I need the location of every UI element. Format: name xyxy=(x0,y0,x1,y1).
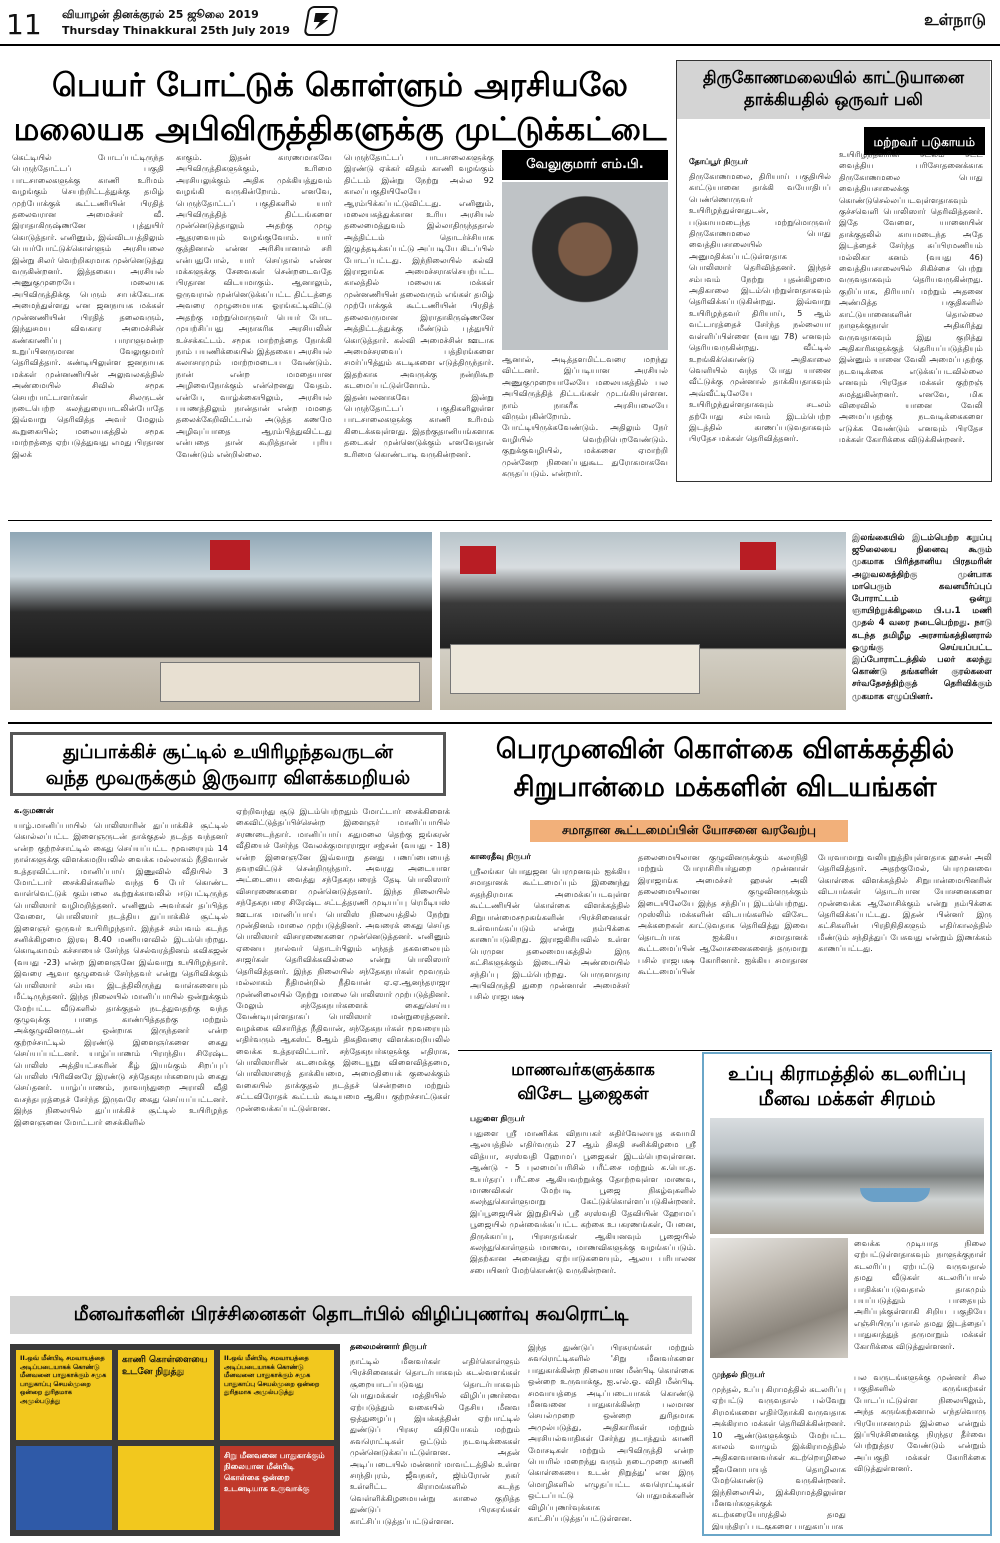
peramuna-headline-1: பெரமுனவின் கொள்கை விளக்கத்தில் xyxy=(495,734,955,765)
article1-col1: கெட்டியில் போடப்பட்டிருந்த பெருந்தோட்டப் பகுதி பாடசாலைகளுக்கு காணி உரிமம் வழங்கும் செயற்றிட்டத்துக்கு தமிழ் முற்போக்குக் கூட்டணியின் பிரதித் தலைவரான அமைச்சர் வீ. இராதாகிருஷ்ணனே புத்துயிர் கொடுத்தார். எனினும், இவ்விடயத்திலும் பெயர்போட்டுக்கொள்ளும் அரசியலை இன்று சிலர் வெற்றிகரமாக முன்னெடுத்து வருகின்றனர். இத்தகைய அரசியல் அணுகுமுறையே மலையக அபிவிருத்திக்கு பெரும் சாபக்கேடாக அமைந்துள்ளது என ஜனநாயக மக்கள் முன்னணியின் பிரதித் தலைவரும், இந்துசமய விவகார அமைச்சின் கண்காணிப்பு பாராளுமன்ற உறுப்பினருமான வேலுகுமார் தெரிவித்தார். கண்டியிலுள்ள ஜனநாயக மக்கள் முன்னணியின் அலுவலகத்தில் அண்மையில் சிவில் சமூக செயற்பாட்டாளர்கள் சிலருடன் நடைபெற்ற கலந்துரையாடலின்போதே இவ்வாறு தெரிவித்த அவர் மேலும் கூறுகையில்; மலையகத்தில் சமூக மாற்றத்தை ஏற்படுத்துவது எமது பிரதான இலக் xyxy=(12,152,164,459)
poster-2 xyxy=(118,1350,214,1440)
uppu-box xyxy=(702,1052,992,1536)
poster-5 xyxy=(118,1446,214,1530)
peramuna-col1: ஸ்ரீலங்கா பொதுஜன பெரமுனவும் ஐக்கிய சமாதானக் கூட்டமைப்பும் இணைந்து சுதந்திரமாக அமைக்கப்படவுள்ள கூட்டணியின் கொள்கை விளக்கத்தில் சிறுபான்மைசமூகங்களின் பிரச்சினைகள் உள்வாங்கப்படும் என்று நம்பிக்கை காணப்படுகிறது. இராஜகிரியவில் உள்ள பெரமுன தலைமையகத்தில் இரு கட்சிகளுக்கும் இடையில் அண்மையில் சந்திப்பு இடம்பெற்றது. பொருளாதார அபிவிருத்தி துறை முன்னாள் அமைச்சர் பசில் ராஜபக்ஷ xyxy=(470,866,630,1002)
page-number: 11 xyxy=(6,8,42,41)
poster-1-text: II.ஒவ் மீன்பிடி சமவாயத்தை அடிப்படையாகக் கொண்டு மீனவனை பாதுகாக்கும் சமுக பாதுகாப்பு செயல்முறை ஒன்றை துரிதமாக அமுல்படுத்து xyxy=(20,1354,107,1405)
trinco-byline: தோப்பூர் நிருபர் xyxy=(689,157,748,166)
masthead xyxy=(0,0,1000,46)
article1-headline-2: மலையக அபிவிருத்திகளுக்கு முட்டுக்கட்டை xyxy=(13,110,667,148)
velukumar-photo xyxy=(502,182,668,350)
shooting-col1: யாழ்.மானிப்பாயில் பொலிஸாரின் துப்பாக்கிச் சூட்டில் கொல்லப்பட்ட இளைஞருடன் தாக்குதல் நடத்த வந்தனர் என்ற குற்றச்சாட்டில் கைது செய்யப்பட்ட மூவரையும் 14 நாள்களுக்கு விளக்கமறியலில் வைக்க மல்லாகம் நீதிவான் உத்தரவிட்டார். மானிப்பாய் இணுவில் வீதியில் 3 மோட்டார் சைக்கிள்களில் வந்த 6 பேர் கொண்ட வாள்வெட்டுக் கும்பலை கூற்றுக்காவலில் ஈடுபட்டிருந்த பொலிஸார் வழிமறித்தனர். எனினும் அவர்கள் தப்பித்த வேளை, பொலிஸார் நடத்திய துப்பாக்கிச் சூட்டில் இளைஞர் ஒருவர் உயிரிழந்தார். இந்தச் சம்பவம் கடந்த சனிக்கிழமை இரவு 8.40 மணியளவில் இடம்பெற்றது. கொடிகாமம் கச்சாயைச் சேர்ந்த செல்வரத்தினம் கவிகஜன் (வயது -23) என்ற இளைஞனே இவ்வாறு உயிரிழந்தார். இவரை ஆவா குழுவைச் சேர்ந்தவர் என்று தெரிவிக்கும் பொலிஸார் சம்பவ இடத்திலிருந்து வாள்களையும் மீட்டிருந்தனர். இந்த நிலையில் மானிப்பாயில் ஒன்றுக்கும் மேற்பட்ட வீடுகளில் தாக்குதல் நடத்துவதற்கு வந்த குழுவுக்கு பாதை காண்பித்ததற்கு மற்றும் அக்குழுவினருடன் ஒன்றாக இருந்தனர் என்ற குற்றச்சாட்டில் இரண்டு இளைஞர்களை கைது செய்யப்பட்டனர். யாழ்ப்பாணம் பிராந்திய சிரேஷ்ட பொலிஸ் அத்தியட்சகரின் கீழ் இயங்கும் சிறப்புப் பொலிஸ் பிரிவினரே இரண்டு சந்தேகநபர்களையும் கைது செய்தனர். யாழ்ப்பாணம், நாவாந்துறை அராலி வீதி வசந்தபுரத்தைச் சேர்ந்த இருவரே கைது செய்யப்பட்டனர். இந்த நிலையில் துப்பாக்கிச் சூட்டில் உயிரிழந்த இளைஞனை மோட்டார் சைக்கிளில் xyxy=(14,820,228,1127)
uppu-byline: முந்தல் நிருபர் xyxy=(712,1370,765,1379)
peramuna-headline-2: சிறுபான்மை மக்களின் விடயங்கள் xyxy=(513,772,937,803)
trinco-box xyxy=(676,60,992,482)
uppu-col2: பல வருடங்களுக்கு முன்னர் சில பகுதிகளில் கருங்கற்கள் போடப்பட்டுள்ள நிலையிலும், அந்த கருங்கற்களால் எந்தவொரு பிரயோசனமும் இல்லை என்றும் இப்பிரச்சினைக்கு நிரந்தர தீர்வை பெற்றுத்தர வேண்டும் என்றும் அப்பகுதி மக்கள் கோரிக்கை விடுத்துள்ளனர். xyxy=(854,1372,986,1474)
uppu-photo-1 xyxy=(710,1118,984,1234)
byline-badge-text: வேலுகுமார் எம்.பி. xyxy=(526,157,644,172)
pooja-byline: பதுளை நிருபர் xyxy=(470,1114,525,1123)
trinco-col2: உயிரிழந்தவரின் சடலம் சட்ட வைத்திய பரிசோதனைக்காக திருகோணமலை பொது வைத்தியசாலைக்கு கொண்டுசெல்லப்படவுள்ளதாகவும் குச்சவெளி பொலிஸார் தெரிவித்தனர். இதே வேளை, யானையின் தாக்குதலில் காயமடைந்த அதே இடத்தைச் சேர்ந்த சுப்பிரமணியம் மல்லிகா கனம் (வயது 46) வைத்தியசாலையில் சிகிச்சை பெற்று வருவதாகவும் தெரியவருகின்றது. குறிப்பாக, திரியாய் மற்றும் அதனை அண்மித்த பகுதிகளில் காட்டுயானைகளின் தொல்லை நாளுக்குநாள் அதிகரித்து வருவதாகவும் இது குறித்து அதிகாரிகளுக்குத் தெரியப்படுத்தியும் இன்னும் யானை வேலி அமைப்பதற்கு நடவடிக்கை எடுக்கப்படவில்லை எனவும் பிரதேச மக்கள் குற்றஞ் சுமத்துகின்றனர். எனவே, மிக விரைவில் யானை வேலி அமைப்பதற்கு நடவடிக்கைகளை எடுக்க வேண்டும் எனவும் பிரதேச மக்கள் கோரிக்கை விடுக்கின்றனர். xyxy=(839,149,983,445)
poster-3-text: II.ஒவ் மீன்பிடி சமவாயத்தை அடிப்படையாகக் கொண்டு மீனவனை பாதுகாக்கும் சமுக பாதுகாப்பு செயல்முறை ஒன்றை துரிதமாக அமுல்படுத்து xyxy=(224,1354,320,1397)
article1-col2: காகும். இதன் காரணமாகவே அபிவிருத்திகளுக்கும், உரிமை அரசியலுக்கும் அதிக முக்கியத்துவம் வழங்கி வருகின்றோம். எனவே, பெருந்தோட்டப் பகுதிகளில் யார் அபிவிருத்தித் திட்டங்களை முன்னெடுத்தாலும் அதற்கு முழு ஆதரவையும் வழங்குவோம். யார் குத்தினால் என்ன அரிசியானால் சரி என்பதுபோல், யார் செய்தால் என்ன மக்களுக்கு சேவைகள் சென்றடைவதே பிரதான விடயமாகும். ஆனாலும், ஒருவரால் முன்னெடுக்கப்பட்ட திட்டத்தை அவரை முழுமையாக ஓரங்கட்டிவிட்டு அதற்கு மற்றுமொருவர் பெயர் போட முயற்சிப்பது அநாகரிக அரசியலின் உச்சக்கட்டம். சமூக மாற்றத்தை நோக்கி நாம் பயணிக்கையில் இத்தகைய அரசியல் கலாசாரமும் மாற்றமடைய வேண்டும். நான் என்ற மமதையான அழிவைநோக்கும் என்றெனது வேதம். என்பே, வாழ்க்கையிலும், அரசியல் பயணத்திலும் நான்தான் என்ற மமதை தலைக்கேறிவிட்டால் அடுத்த கணமே அழிவுப்பாதை ஆரம்பித்துவிட்டது என்பதை தான் கூறித்தான் புரிய வேண்டும் என்றில்லை. xyxy=(176,152,332,459)
protest-flag-right-1 xyxy=(460,546,496,574)
fishermen-byline: தலைமன்னார் நிருபர் xyxy=(350,1342,427,1351)
peramuna-col3: பேரவாமாறு வலியுறுத்தியுள்ளதாக ஹசன் அலி தெரிவித்தார். அதற்குமேல், பெரமுனவை கொள்கை விளக்கத்தில் சிறுபான்மையினரின் விடயங்கள் தொடர்பான யோசனைகளை முன்வைக்க ஆலோசிக்கும் என்று நம்பிக்கை தெரிவிக்கப்பட்டது. இதன் பின்னர் இரு கட்சிகளின் பிரதிநிதிகளும் எதிர்காலத்தில் மீண்டும் சந்தித்துப் பேசுவது என்றும் இணக்கம் காணப்பட்டது. xyxy=(818,852,992,954)
trinco-headline-banner xyxy=(677,61,990,119)
shooting-col2: ஏற்றிவந்து சூடு இடம்பெற்றதும் மோட்டார் சைக்கிளைக் கைவிட்டுத்தப்பிச்சென்ற இளைஞர் மானிப்பாயில் சரணடைந்தார். மானிப்பாய் சுதுமலை தெற்கு ஜங்கரன் வீதியைச் சேர்ந்த வேலக்குமாரராஜா சஜ்சன் (வயது - 18) என்ற இளைஞனே இவ்வாறு தனது பணப்பையைத் தவறவிட்டுச் சென்றிருந்தார். அவரது அடையாள அட்டையை வைத்து சந்தேகநபரைத் தேடி பொலிஸார் விசாரணைகளை முன்னெடுத்தனர். இந்த நிலையில் சந்தேகநபரை சிரேஷ்ட சட்டத்தரணி முடியப்பு ரெமீடியஸ் ஊடாக மானிப்பாய் பொலிஸ் நிலையத்தில் நேற்று முன்தினம் மாலை முற்படுத்தினர். அவரைக் கைது செய்த பொலிஸார் விசாரணைகளை முன்னெடுத்தனர். எனினும் ஏனைய நால்வர் தொடர்பிலும் எந்தத் தகவலையும் சாஜர்கள் தெரிவிக்கவில்லை என்று பொலிஸார் தெரிவித்தனர். இந்த நிலையில் சந்தேகநபர்கள் மூவரும் மல்லாகம் நீதிமன்றில் நீதிவான் ஏ.ஏ.ஆனந்தராஜா முன்னிலையில் நேற்று மாலை பொலிஸார் முற்படுத்தினர். மேலும் சந்தேகநபர்களைக் கைதுசெய்ய வேண்டியுள்ளதாகப் பொலிஸார் மன்றுரைத்தனர். வழக்கை விசாரித்த நீதிவான், சந்தேகநபர்கள் மூவரையும் எதிர்வரும் ஆகஸ்ட் 8ஆம் திகதிவரை விளக்கமறியலில் வைக்க உத்தரவிட்டார். சந்தேகநபர்களுக்கு எதிராக, பொலிஸாரின் கடமைக்கு இடையூறு விளைவித்தமை, பொலிஸாரைத் தாக்கியமை, அமைதியைக் குலைக்கும் வகையில் தாக்குதல் நடத்தச் சென்றமை மற்றும் சட்டவிரோதக் கூட்டம் கூடியமை ஆகிய குற்றச்சாட்டுகள் முன்வைக்கப்பட்டுள்ளன. xyxy=(236,806,450,1113)
peramuna-byline: காரைதீவு நிருபர் xyxy=(470,852,531,861)
poster-2-text: காணி கொள்ளையை உடனே நிறுத்து xyxy=(122,1355,208,1377)
section-label: உள்நாடு xyxy=(924,10,986,29)
trinco-headline: திருகோணமலையில் காட்டுயானை தாக்கியதில் ஒருவர் பலி xyxy=(702,68,965,109)
uppu-side-text: வைக்க முடியாத நிலை ஏற்பட்டுள்ளதாகவும் நாளுக்குநாள் கடலரிப்பு ஏற்பட்டு வருவதால் தமது வீடுகள் கடலரிப்பால் பாதிக்கப்படுவதால் தாகமும் பயப்படுத்தும் பாதையும் அரிப்புக்குள்ளாகி சிறிய பகுதியே எஞ்சியிருப்பதால் தமது இடத்தைப் பாதுகாத்துத் தருமாறும் மக்கள் கோரிக்கை விடுத்துள்ளனர். xyxy=(854,1238,986,1351)
trinco-col1: திருகோணமலை, திரியாய் பகுதியில் காட்டுயானை தாக்கி வயோதிபப் பெண்ணொருவர் உயிரிழந்துள்ளதுடன், படுகாயமடைந்த மற்றுமொருவர் திருகோணமலை பொது வைத்தியசாலையில் அனுமதிக்கப்பட்டுள்ளதாக பொலிஸார் தெரிவித்தனர். இந்தச் சம்பவம் நேற்று புதன்கிழமை அதிகாலை இடம்பெற்றுள்ளதாகவும் தெரிவிக்கப்படுகின்றது. இவ்வாறு உயிரிழந்தவர் திரியாய், 5 ஆம் வட்டாரத்தைச் சேர்ந்த நல்லையா வள்ளிப்பிள்ளை (வயது 78) எனவும் தெரியவருகின்றது. வீட்டில் உறங்கிக்கொண்டு அதிகாலை வெளியில் வந்த போது யானை வீட்டுக்கு முன்னால் தாக்கியதாகவும் அவ்வீட்டிலேயே உயிரிழந்துள்ளதாகவும் சடலம் தற்போது சம்பவம் இடம்பெற்ற இடத்தில் காணப்படுவதாகவும் பிரதேச மக்கள் தெரிவித்தனர். xyxy=(689,171,831,444)
uppu-headline-1: உப்பு கிராமத்தில் கடலரிப்பு xyxy=(727,1063,967,1085)
logo-icon xyxy=(306,8,337,34)
fishermen-headline: மீனவர்களின் பிரச்சினைகள் தொடர்பில் விழிப்புணர்வு சுவரொட்டி xyxy=(73,1303,629,1325)
uppu-headline-2: மீனவ மக்கள் சிரமம் xyxy=(758,1088,936,1110)
article1-col3b: ஆனால், அடித்தளமிட்டவரை மறந்து விட்டனர். இப்படியான அரசியல் அணுகுமுறையாலேயே மலையகத்தில் பல அபிவிருத்தித் திட்டங்கள் முடங்கியுள்ளன. நாம் நாகரீக அரசியலையே விரும்புகின்றோம். போட்டியிருக்கவேண்டும். அதிலும் நேர் வழியில் வெற்றிபெறவேண்டும். குறுக்குவழியில், மக்களை ஏமாற்றி முன்னேற நினைப்பதுகூட துரோகமாகவே கருதப்படும். என்றார். xyxy=(502,354,668,479)
masthead-date-ta: வியாழன் தினக்குரல் 25 ஜூலை 2019 xyxy=(62,8,259,21)
fishermen-col-right: இந்த துண்டுப் பிரசுரங்கள் மற்றும் சுவரொட்டிகளில் 'சிறு மீனவர்களை பாதுகாக்கின்ற நிலையான மீன்பிடி கொள்கை ஒன்றை உருவாக்கு, ஐ.எல்.ஓ. விதி மீன்பிடி சமவாயத்தை அடிப்படையாகக் கொண்டு மீனவனை பாதுகாக்கின்ற பலமான செயல்முறை ஒன்றை துரிதமாக அமுல்படுத்து, அதிகாரிகள் மற்றும் அரசியல்வாதிகள் சேர்ந்து நடாத்தும் காணி மோசடிகள் மற்றும் அபிவிருத்தி என்ற பெயரில் மறைந்து வரும் நடைமுறை காணி கொள்கையை உடன் நிறுத்து' என இரு மொழிகளில் எழுதப்பட்ட சுவரொட்டிகள் ஒட்டப்பட்டு பொதுமக்களின் விழிப்புணர்வுக்காக காட்சிப்படுத்தப்பட்டுள்ளன. xyxy=(528,1342,694,1524)
poster-4 xyxy=(16,1446,112,1530)
protest-caption: இலங்கையில் இடம்பெற்ற கறுப்பு ஜூலையை நினைவு கூரும் முகமாக பிரித்தானிய பிரதமரின் அலுவலகத்திற்கு முன்பாக மாபெரும் கவனயீர்ப்புப் போராட்டம் ஒன்று ஞாயிற்றுக்கிழமை பி.ப.1 மணி முதல் 4 வரை நடைபெற்றது. நாடு கடந்த தமிழீழ அரசாங்கத்தினரால் ஒழுங்கு செய்யப்பட்ட இப்போராட்டத்தில் பலர் கலந்து கொண்டு தங்களின் குரல்களை சர்வதேசத்திற்குத் தெரிவிக்கும் முகமாக எழுப்பினர். xyxy=(852,533,992,702)
peramuna-col2: தலைமையிலான குழுவினருக்கும் கலாநிதி மற்றும் போராசிரியர்துறை முன்னாள் இராஜாங்க அமைச்சர் ஹசன் அலி தலைமையிலான குழுவினருக்கும் இடையிலேயே இந்த சந்திப்பு இடம்பெற்றது. முஸ்லிம் மக்களின் விடயங்களில் விசேட அக்கறைகள் காட்டுவதாக தெரிவித்து இவை தொடர்பாக ஐக்கிய சமாதானக் கூட்டமைப்பின் ஆலோசனைகளைத் தருமாறு பசில் ராஜபக்ஷ கோரினார். ஐக்கிய சமாதான கூட்டமைப்பின் xyxy=(638,852,808,977)
trinco-sub-badge-text: மற்றவர் படுகாயம் xyxy=(873,135,975,149)
fishermen-headline-banner xyxy=(10,1296,692,1334)
masthead-rule xyxy=(0,44,1000,46)
protest-banner-left xyxy=(160,662,420,702)
poster-6-text: சிறு மீனவனை பாதுகாக்கும் நிலையான மீன்பிடி கொள்கை ஒன்றை உடனடியாக உருவாக்கு xyxy=(224,1451,325,1493)
poster-3 xyxy=(220,1350,334,1440)
pooja-headline-2: விசேட பூஜைகள் xyxy=(517,1084,649,1104)
protest-flag-left xyxy=(210,540,250,570)
fishermen-poster-photo xyxy=(10,1344,340,1536)
peramuna-sub-badge xyxy=(530,820,848,842)
byline-badge-velukumar xyxy=(502,150,668,180)
shooting-byline: க.குமணன் xyxy=(14,806,54,815)
peramuna-sub-badge-text: சமாதான கூட்டமைப்பின் யோசனை வரவேற்பு xyxy=(562,823,816,837)
protest-top-rule xyxy=(8,520,992,521)
masthead-date-en: Thursday Thinakkural 25th July 2019 xyxy=(62,24,290,37)
fishermen-col-left: நாட்டில் மீனவர்கள் எதிர்கொள்ளும் பிரச்சினைகள் தொடர்பாகவும் கடல்வளங்கள் சூறையாடப்படுவது தொடர்பாகவும் பொதுமக்கள் மத்தியில் விழிப்புணர்வை ஏற்படுத்தும் வகையில் தேசிய மீனவ ஒத்துழைப்பு இயக்கத்தின் ஏற்பாட்டில் துண்டுப் பிரசுர விநியோகம் மற்றும் சுவரொட்டிகள் ஒட்டும் நடவடிக்கைகள் முன்னெடுக்கப்பட்டுள்ளன. அதன் அடிப்படையில் மன்னார் மாவட்டத்தில் உள்ள சாந்திபுரம், ஜீவநகர், ஜிம்ரோன் நகர் உள்ளிட்ட கிராமங்களில் கடந்த வெள்ளிக்கிழமையன்று காலை குறித்த துண்டுப் பிரசுரங்கள் காட்சிப்படுத்தப்பட்டுள்ளன. xyxy=(350,1356,520,1526)
article1-headline-1: பெயர் போட்டுக் கொள்ளும் அரசியலே xyxy=(52,66,628,104)
protest-banner-right xyxy=(450,644,700,694)
protest-photo-left xyxy=(10,532,432,710)
protest-photo-right xyxy=(440,532,846,710)
shooting-headline-2: வந்த மூவருக்கும் இருவார விளக்கமறியல் xyxy=(45,767,411,789)
shooting-headline-1: துப்பாக்கிச் சூட்டில் உயிரிழந்தவருடன் xyxy=(63,741,393,763)
article1-col3a: பெருந்தோட்டப் பாடசாலைகளுக்கு இரண்டு ஏக்கர் விதம் காணி வழங்கும் திட்டம் இன்று நேற்று அல்ல 92 காலப்பகுதியிலேயே ஆரம்பிக்கப்பட்டுவிட்டது. எனினும், மலையகத்துக்கான உரிய அரசியல் தலைமைத்துவம் இல்லாதிருந்ததால் அத்திட்டம் தொடர்ச்சியாக இழுத்தடிக்கப்பட்டு அப்படியே கிடப்பில் போடப்பட்டது. இந்நிலையில் கல்வி இராஜாங்க அமைச்சராகசெயற்பட்ட காலத்தில் மலையக மக்கள் முன்னணியின் தலைவரும் எங்கள் தமிழ் முற்போக்குக் கூட்டணியின் பிரதித் தலைவருமான இராதாகிருஷ்ணனே அத்திட்டத்துக்கு மீண்டும் புத்துயிர் கொடுத்தார். கல்வி அமைச்சின் ஊடாக அமைச்சரவைப் பத்திரங்களை சமர்ப்பித்தும் கடடிகளை எடுத்திருந்தார். இதற்காக அவருக்கு நன்றிகூற கடமைப்பட்டுள்ளோம். இதன்பலனாகவே இன்று பெருந்தோட்டப் பகுதிகளிலுள்ள பாடசாலைகளுக்கு காணி உரிமம் கிடைக்கவுள்ளது. இதற்குதானியங்களாக தடைகள் முன்னெடுக்கும் எனவேதான் உரிமை கொண்டாடி வருகின்றனர். xyxy=(344,152,494,459)
uppu-col1: முந்தல், உப்பு கிராமத்தில் கடலரிப்பு ஏற்பட்டு வருவதால் பல்வேறு சிரமங்களை எதிர்நோக்கி வருவதாக அக்கிராம மக்கள் தெரிவிக்கின்றனர். 10 ஆண்டுகளுக்கும் மேற்பட்ட காலம் வாழும் இக்கிராமத்தில் அதிகளவானவர்கள் கடற்றொழிலை ஜீவனோபாயத் தொழிலாக மேற்கொண்டு வருகின்றனர். இந்நிலையில், இக்கிராமத்திலுள்ள மீனவர்களுக்குக் கடற்கரையோரத்தில் தமது இயந்திரப் படகுகளை பாதுகாப்பாக xyxy=(712,1384,846,1530)
uppu-boat xyxy=(860,1188,930,1202)
protest-flag-right-2 xyxy=(740,542,776,570)
peramuna-bottom-rule xyxy=(458,1050,992,1051)
poster-1 xyxy=(16,1350,112,1440)
shooting-headline-box xyxy=(10,732,446,796)
pooja-body: பதுளை ஸ்ரீ மாணிக்க விநாயகர் சுதிர்வேலாயுத சுவாமி ஆலயத்தில் எதிர்வரும் 27 ஆம் திகதி சனிக்கிழமை ஸ்ரீ வித்யா, சரஸ்வதி ஹோமப் பூஜைகள் இடம்பெறவுள்ளன. ஆண்டு - 5 புலமைப்பரிசில் பரீட்சை மற்றும் க.பொ.த. உயர்தரப் பரீட்சை ஆகியவற்றுக்கு தோற்றவுள்ள மாணவ, மாணவிகள் மேற்படி பூஜை நிகழ்வுகளில் கலந்துகொள்ளுமாறு கேட்டுக்கொள்ளப்படுகின்றனர். இப்பூஜையின் இறுதியில் ஸ்ரீ சரஸ்வதி தேவியின் ஹோமப் பூஜையில் முன்வைக்கப்பட்ட கற்கை உபகரணங்கள், பேனை, திருக்காப்பு, பிரசாதங்கள் ஆகியனவும் பூஜையில் கலந்துகொள்ளும் மாணவ, மாணவிகளுக்கு வழங்கப்படும். இதற்கான அனைத்து ஏற்பாடுகளையும், ஆலய பரிபாலன சபையினர் மேற்கொண்டு வருகின்றனர். xyxy=(470,1128,696,1275)
poster-6 xyxy=(220,1446,334,1530)
protest-bottom-rule xyxy=(8,722,992,724)
pooja-headline-1: மாணவர்களுக்காக xyxy=(511,1060,655,1080)
masthead-logo xyxy=(303,6,338,36)
uppu-photo-2 xyxy=(710,1238,848,1358)
